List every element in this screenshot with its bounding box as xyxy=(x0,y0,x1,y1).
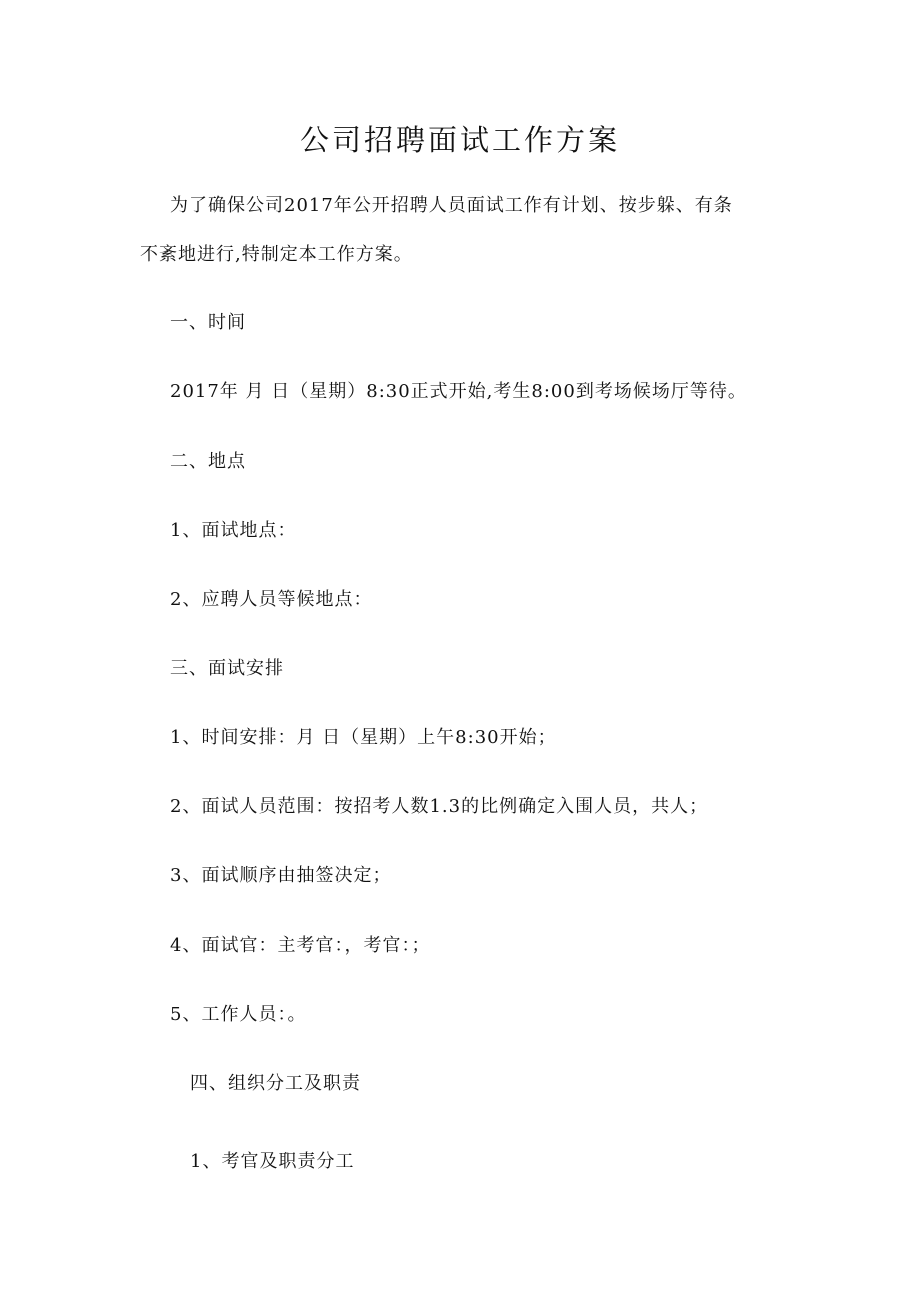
section-heading-location: 二、地点 xyxy=(170,451,246,472)
intro-paragraph-line-2: 不紊地进行,特制定本工作方案。 xyxy=(140,244,413,265)
arrangement-item-schedule: 1、时间安排：月 日（星期）上午8:30开始； xyxy=(170,727,557,748)
arrangement-item-examiners: 4、面试官：主考官：，考官：； xyxy=(170,935,431,956)
intro-paragraph-line-1: 为了确保公司2017年公开招聘人员面试工作有计划、按步躲、有条 xyxy=(170,195,733,216)
location-item-waiting: 2、应聘人员等候地点： xyxy=(170,589,373,610)
section-heading-organization: 四、组织分工及职责 xyxy=(190,1073,361,1094)
arrangement-item-order: 3、面试顺序由抽签决定； xyxy=(170,865,392,886)
section-heading-arrangement: 三、面试安排 xyxy=(170,658,284,679)
arrangement-item-staff: 5、工作人员：。 xyxy=(170,1004,307,1025)
section-heading-time: 一、时间 xyxy=(170,312,246,333)
document-title: 公司招聘面试工作方案 xyxy=(299,123,620,157)
organization-item-examiners: 1、考官及职责分工 xyxy=(190,1151,355,1172)
time-detail: 2017年 月 日（星期）8:30正式开始,考生8:00到考场候场厅等待。 xyxy=(170,381,747,402)
arrangement-item-scope: 2、面试人员范围：按招考人数1.3的比例确定入围人员，共人； xyxy=(170,796,709,817)
location-item-interview: 1、面试地点： xyxy=(170,520,297,541)
